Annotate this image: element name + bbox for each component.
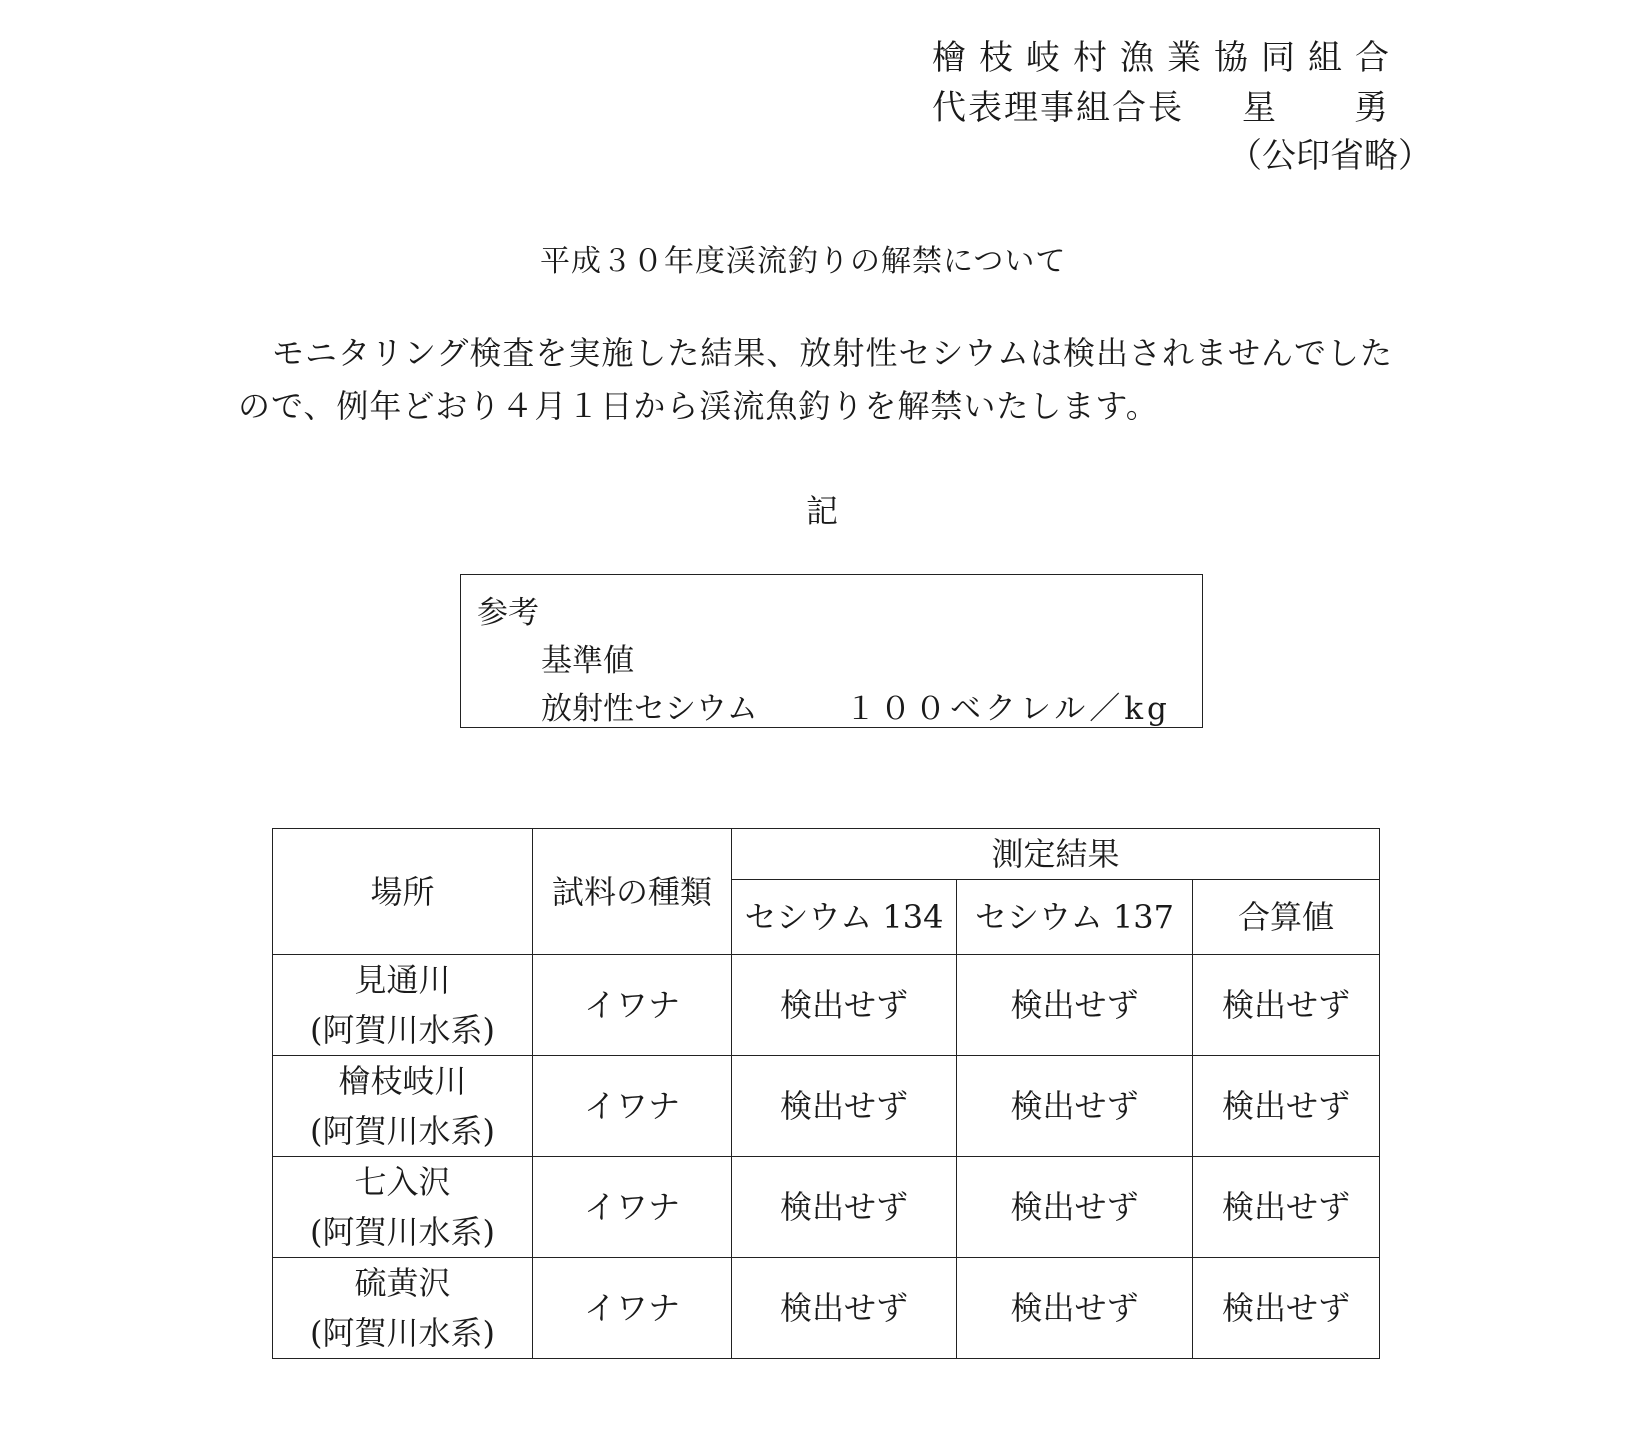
header-cesium-137: セシウム 137 [957,880,1193,955]
cesium-137-cell: 検出せず [957,955,1193,1056]
document-title: 平成３０年度渓流釣りの解禁について [540,244,1067,279]
cesium-137-cell: 検出せず [957,1157,1193,1258]
cesium-134-cell: 検出せず [732,1157,957,1258]
table-row [273,1258,1380,1359]
location-name: 檜枝岐川 [338,1062,467,1100]
sample-cell: イワナ [533,1056,732,1157]
standard-value-label: 基準値 [541,643,634,679]
organization-name: 檜枝岐村漁業協同組合 [932,38,1402,78]
body-text-line-1: モニタリング検査を実施した結果、放射性セシウムは検出されませんでした [272,334,1394,372]
sample-cell: イワナ [533,1157,732,1258]
header-total: 合算値 [1193,880,1380,955]
cesium-137-cell: 検出せず [957,1056,1193,1157]
river-system: (阿賀川水系) [310,1112,495,1150]
representative-title: 代表理事組合長 [932,88,1184,128]
table-row [273,1157,1380,1258]
cesium-134-cell: 検出せず [732,1258,957,1359]
cesium-137-cell: 検出せず [957,1258,1193,1359]
header-sample-type: 試料の種類 [533,829,732,955]
total-cell: 検出せず [1193,1056,1380,1157]
location-name: 七入沢 [354,1163,451,1201]
header-location: 場所 [273,829,533,955]
location-cell [273,1056,533,1157]
header-measurement-results: 測定結果 [732,829,1380,880]
sample-cell: イワナ [533,1258,732,1359]
seal-omitted-note: （公印省略） [1228,136,1432,176]
standard-value: １００ベクレル／kg [845,691,1171,727]
reference-heading: 参考 [477,595,539,631]
location-name: 見通川 [354,961,451,999]
river-system: (阿賀川水系) [310,1011,495,1049]
location-cell [273,1258,533,1359]
header-cesium-134: セシウム 134 [732,880,957,955]
sample-cell: イワナ [533,955,732,1056]
table-row [273,1056,1380,1157]
location-name: 硫黄沢 [354,1264,451,1302]
total-cell: 検出せず [1193,955,1380,1056]
river-system: (阿賀川水系) [310,1213,495,1251]
location-cell [273,955,533,1056]
location-cell [273,1157,533,1258]
total-cell: 検出せず [1193,1258,1380,1359]
standard-item-name: 放射性セシウム [541,691,758,727]
cesium-134-cell: 検出せず [732,955,957,1056]
body-text-line-2: ので、例年どおり４月１日から渓流魚釣りを解禁いたします。 [238,387,1159,425]
river-system: (阿賀川水系) [310,1314,495,1352]
ki-label: 記 [806,492,839,530]
results-table [272,828,1380,1359]
total-cell: 検出せず [1193,1157,1380,1258]
cesium-134-cell: 検出せず [732,1056,957,1157]
table-row [273,955,1380,1056]
representative-name: 星勇 [1242,88,1466,128]
reference-box [460,574,1203,728]
